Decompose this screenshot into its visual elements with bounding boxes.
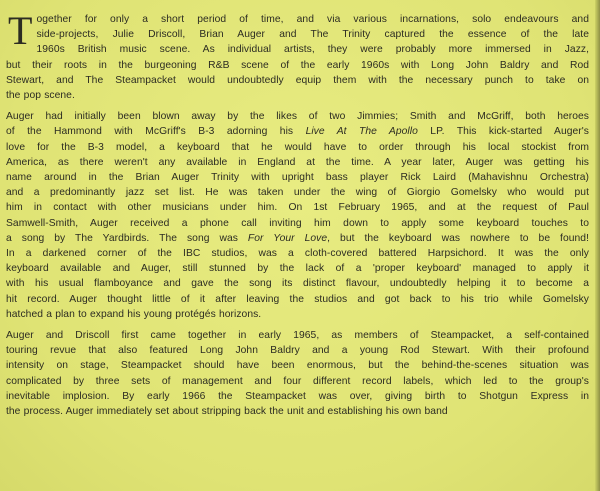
text-line: hatched a plan to expand his young protégés horizons. (6, 308, 262, 320)
paragraph-3 (6, 328, 589, 419)
text-line: keyboard available and Auger, still stunned by the lack of a 'proper keyboard' managed to apply it (6, 263, 589, 275)
text-segment: , but the keyboard was nowhere to be found! (327, 232, 589, 244)
text-line: America, as there weren't any available in England at the time. A year later, Auger was getting his (6, 156, 589, 168)
text-line: complicated by three sets of management and four different record labels, which led to the group's (6, 375, 589, 387)
text-line: and a predominantly jazz set list. He was taken under the wing of Giorgio Gomelsky who would put (6, 187, 589, 199)
text-line: Auger had initially been blown away by the likes of two Jimmies; Smith and McGriff, both heroes (6, 111, 589, 123)
text-line: Auger and Driscoll first came together in early 1965, as members of Steampacket, a self-contained (6, 330, 589, 342)
text-line: the process. Auger immediately set about stripping back the unit and establishing his own band (6, 406, 448, 418)
paragraph-1 (6, 8, 589, 103)
text-line: Samwell-Smith, Auger received a phone call inviting him down to apply some keyboard touches to (6, 217, 589, 229)
text-line: intensity on stage, Steampacket should have been enormous, but the behind-the-scenes situation was (6, 360, 589, 372)
text-line: the pop scene. (6, 90, 75, 102)
text-line: name around in the Brian Auger Trinity with upright bass player Rick Laird (Mahavishnu Orchestra) (6, 172, 589, 184)
song-title: For Your Love (247, 232, 328, 244)
text-line: touring revue that also featured Long John Baldry and a young Rod Stewart. With their profound (6, 345, 589, 357)
text-line: ogether for only a short period of time, and via various incarnations, solo endeavours and (36, 14, 589, 25)
drop-cap: T (8, 8, 33, 53)
page-edge-shadow (595, 0, 600, 491)
text-line (6, 231, 589, 246)
text-line: him in contact with other musicians under him. On 1st February 1965, and at the request of Paul (6, 202, 589, 214)
text-line: but their roots in the burgeoning R&B scene of the early 1960s with Long John Baldry and Rod (6, 59, 589, 71)
album-title: Live At The Apollo (305, 126, 418, 138)
liner-notes-text (6, 8, 589, 425)
text-line: love for the B-3 model, a keyboard that he would have to order through his local stockist from (6, 141, 589, 153)
text-line: Stewart, and The Steampacket would undoubtedly equip them with the necessary punch to take on (6, 74, 589, 86)
text-segment: of the Hammond with McGriff's B-3 adorning his (6, 126, 306, 138)
text-line (6, 124, 589, 139)
text-line: with his usual flamboyance and gave the song its distinct flavour, undoubtedly helping it to become a (6, 278, 589, 290)
text-segment: LP. This kick-started Auger's (417, 126, 589, 138)
text-line: 1960s British music scene. As individual artists, they were probably more immersed in Jazz, (36, 44, 589, 56)
text-line: side-projects, Julie Driscoll, Brian Auger and The Trinity captured the essence of the late (36, 29, 589, 41)
text-line: hit record. Auger thought little of it after leaving the studios and got back to his trio while Gomelsky (6, 293, 589, 305)
text-line: In a darkened corner of the IBC studios, was a cloth-covered battered Harpsichord. It was the only (6, 248, 589, 260)
text-line: inevitable implosion. By early 1966 the Steampacket was over, giving birth to Shotgun Express in (6, 390, 589, 402)
text-segment: a song by The Yardbirds. The song was (6, 232, 248, 244)
paragraph-2 (6, 109, 589, 322)
